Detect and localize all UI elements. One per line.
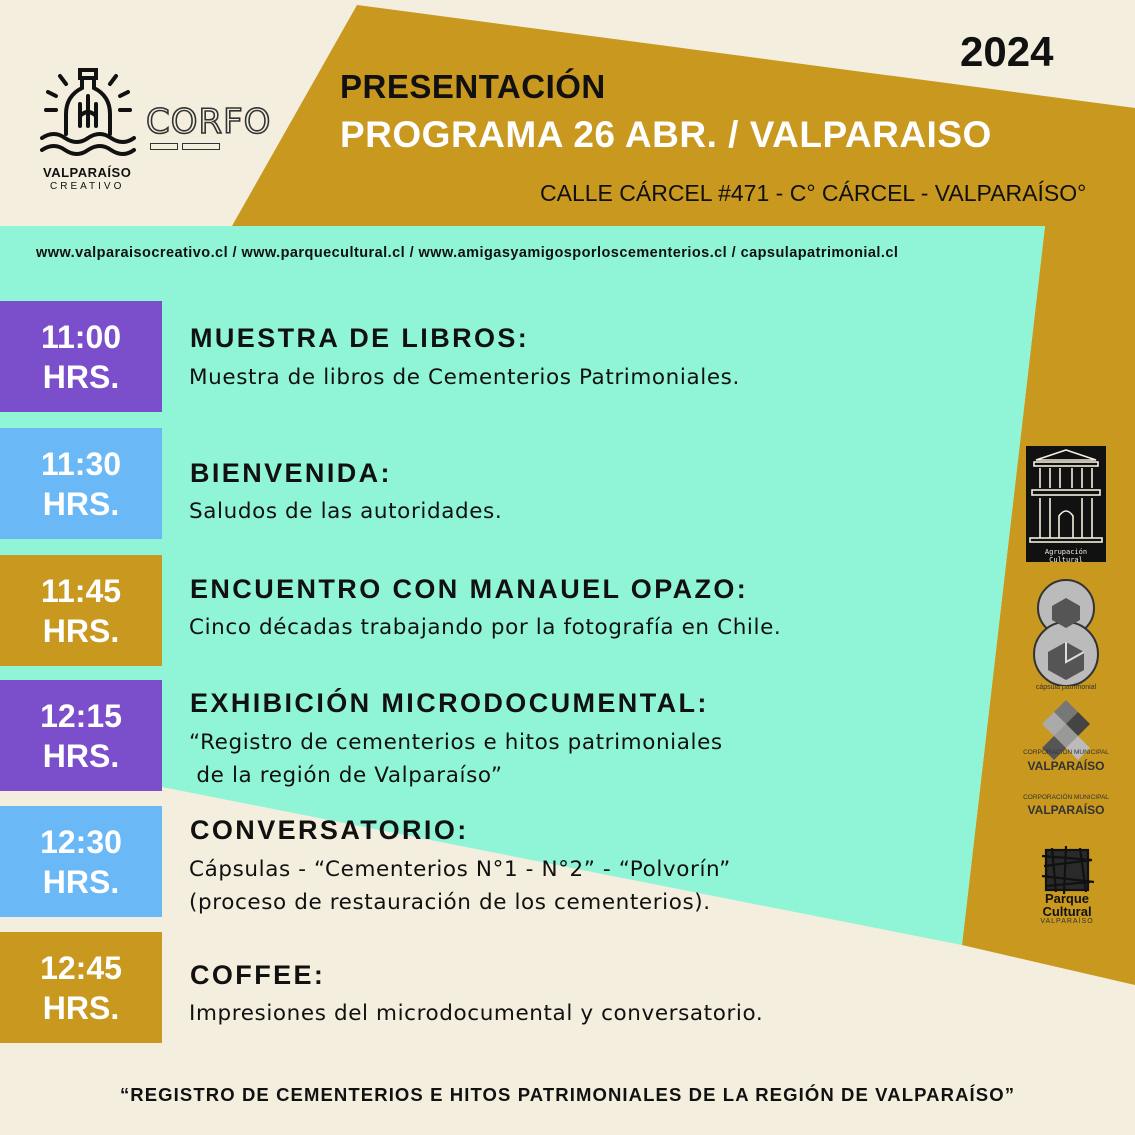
time-box-4 [0, 680, 162, 791]
corfo-logo [146, 102, 274, 152]
corporacion-municipal-logo [1020, 700, 1112, 820]
time-box-1 [0, 301, 162, 412]
corp-label-1: CORPORACIÓN MUNICIPAL [1023, 749, 1109, 756]
building-facade-icon [1026, 446, 1106, 546]
time-box-3 [0, 555, 162, 666]
event-title-2: BIENVENIDA: [190, 458, 392, 488]
valparaiso-logo-name: VALPARAÍSO [43, 165, 132, 180]
websites-line: www.valparaisocreativo.cl / www.parquecultural.cl / www.amigasyamigosporloscementerios.cl / capsulapatrimonial.cl [36, 245, 899, 261]
footer-tagline: “REGISTRO DE CEMENTERIOS E HITOS PATRIMONIALES DE LA REGIÓN DE VALPARAÍSO” [119, 1084, 1016, 1105]
valparaiso-logo-sub: CREATIVO [50, 181, 125, 192]
event-title-3: ENCUENTRO CON MANAUEL OPAZO: [190, 574, 749, 604]
address-label: CALLE CÁRCEL #471 - C° CÁRCEL - VALPARAÍSO° [540, 180, 1087, 206]
event-description-6: Impresiones del microdocumental y conversatorio. [189, 1001, 764, 1026]
agrupacion-cultural-logo [1026, 446, 1106, 562]
event-title-6: COFFEE: [190, 960, 326, 990]
agrupacion-label: Agrupación Cultural [1044, 548, 1088, 564]
parque-cultural-logo [1032, 846, 1102, 926]
time-value: 12:30 [40, 823, 122, 860]
capsula-patrimonial-logo [1030, 578, 1102, 696]
time-box-2 [0, 428, 162, 539]
time-unit: HRS. [42, 485, 120, 522]
valparaiso-creativo-logo [38, 66, 138, 196]
time-unit: HRS. [42, 737, 120, 774]
event-title-5: CONVERSATORIO: [190, 815, 469, 845]
corp-label-2: CORPORACIÓN MUNICIPAL [1023, 794, 1109, 801]
event-title-4: EXHIBICIÓN MICRODOCUMENTAL: [190, 688, 709, 718]
event-description-2: Saludos de las autoridades. [189, 499, 503, 524]
time-box-6 [0, 932, 162, 1043]
time-unit: HRS. [42, 863, 120, 900]
corfo-underline-2 [182, 143, 220, 150]
time-unit: HRS. [42, 358, 120, 395]
year-label: 2024 [960, 28, 1054, 75]
event-description-4: “Registro de cementerios e hitos patrimoniales de la región de Valparaíso” [189, 730, 723, 788]
parque-name-3: VALPARAÍSO [1040, 918, 1094, 925]
cube-icon [1030, 578, 1102, 686]
capsula-label: cápsula patrimonial [1035, 684, 1097, 691]
program-title: PROGRAMA 26 ABR. / VALPARAISO [340, 114, 992, 155]
time-unit: HRS. [42, 612, 120, 649]
time-unit: HRS. [42, 989, 120, 1026]
event-description-1: Muestra de libros de Cementerios Patrimoniales. [189, 365, 740, 390]
event-description-3: Cinco décadas trabajando por la fotografía en Chile. [189, 615, 782, 640]
corp-city-2: VALPARAÍSO [1027, 803, 1105, 817]
time-value: 11:00 [40, 318, 122, 355]
corp-city-1: VALPARAÍSO [1027, 759, 1105, 773]
parque-name-1: Parque [1044, 891, 1090, 906]
time-value: 12:15 [40, 697, 122, 734]
corfo-underline [150, 143, 178, 150]
time-value: 12:45 [40, 949, 122, 986]
time-box-5 [0, 806, 162, 917]
bottle-icon [38, 66, 138, 166]
parque-name-2: Cultural [1042, 904, 1092, 919]
scribble-square-icon [1032, 846, 1102, 894]
event-description-5: Cápsulas - “Cementerios N°1 - N°2” - “Polvorín” (proceso de restauración de los cementerios). [189, 857, 731, 915]
event-title-1: MUESTRA DE LIBROS: [190, 323, 530, 353]
time-value: 11:45 [40, 572, 122, 609]
presentation-heading: PRESENTACIÓN [340, 68, 606, 105]
time-value: 11:30 [40, 445, 122, 482]
corfo-logo-text: CORFO [146, 102, 272, 142]
